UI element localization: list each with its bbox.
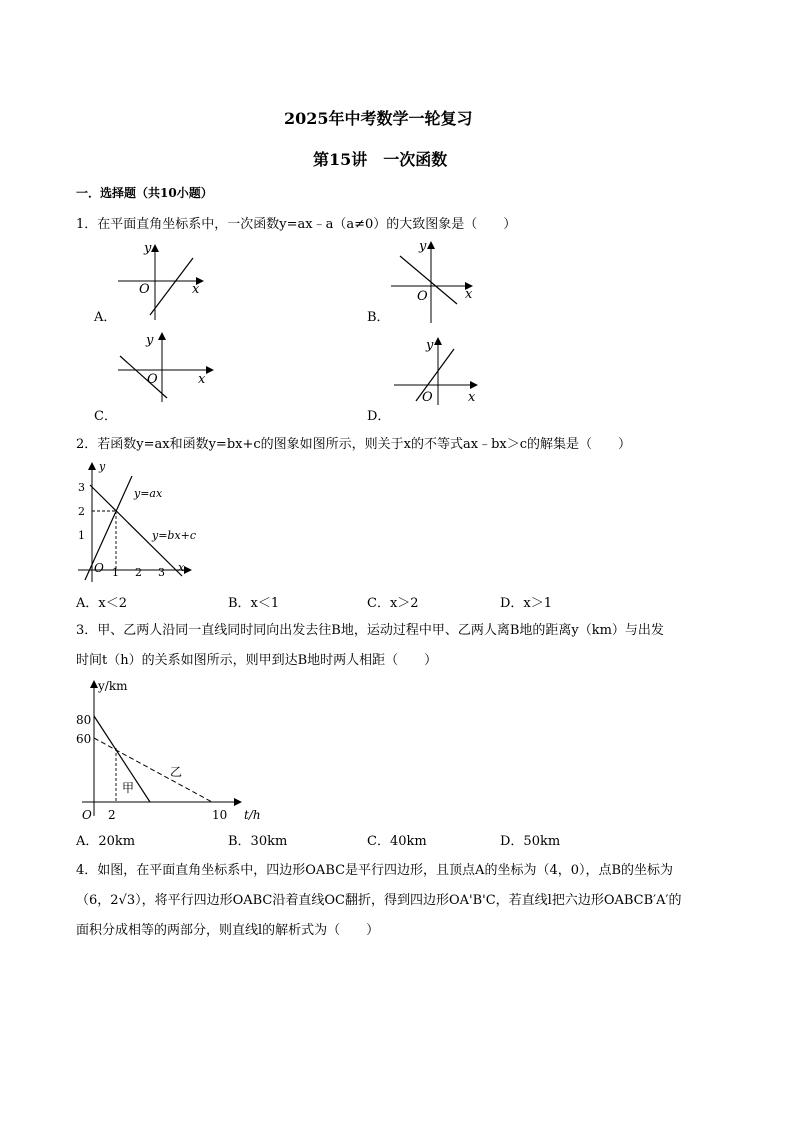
q1b-origin: O	[417, 289, 428, 304]
q1-graph-d	[388, 335, 488, 410]
q3-graph	[72, 676, 282, 826]
q2-y-tick-1: 1	[78, 529, 85, 542]
q1c-origin: O	[147, 372, 158, 387]
question-4-line1: 4．如图，在平面直角坐标系中，四边形OABC是平行四边形，且顶点A的坐标为（4，0），点B的坐标为	[76, 863, 674, 878]
lesson-title: 第15讲 一次函数	[313, 150, 448, 169]
q3-option-d[interactable]: D．50km	[500, 834, 561, 849]
q2-y-label: y	[99, 460, 106, 473]
q2-line2-label: y=bx+c	[152, 529, 197, 542]
q1a-x-label: x	[192, 282, 200, 297]
q3-jia-label: 甲	[122, 781, 135, 795]
q2-line1-label: y=ax	[134, 487, 163, 500]
q1-option-d[interactable]: D．	[367, 409, 391, 424]
question-3-stem-line2: 时间t（h）的关系如图所示，则甲到达B地时两人相距（ ）	[76, 653, 438, 668]
q1-graph-a	[110, 240, 220, 330]
q1-option-a[interactable]: A．	[94, 310, 117, 325]
q3-origin: O	[82, 808, 92, 822]
q1c-x-label: x	[198, 372, 206, 387]
question-4-line2: （6，2√3），将平行四边形OABC沿着直线OC翻折，得到四边形OA'B'C，若直线l把六边形OABCB′A′的	[76, 893, 682, 908]
q3-x-10: 10	[212, 808, 228, 822]
q1a-y-label: y	[144, 241, 152, 256]
q2-x-tick-2: 2	[135, 566, 142, 579]
q3-option-c[interactable]: C．40km	[367, 834, 427, 849]
q2-x-label: x	[178, 561, 185, 574]
q3-yi-label: 乙	[170, 765, 183, 779]
q2-option-d[interactable]: D．x＞1	[500, 596, 553, 611]
q1b-x-label: x	[465, 287, 473, 302]
q3-y-axis-label: y/km	[98, 679, 128, 693]
question-4-line3: 面积分成相等的两部分，则直线l的解析式为（ ）	[76, 923, 380, 938]
q2-option-b[interactable]: B．x＜1	[228, 596, 280, 611]
q2-y-tick-3: 3	[78, 481, 85, 494]
q1b-y-label: y	[419, 239, 427, 254]
q1-graph-b	[385, 238, 485, 333]
question-2-stem: 2．若函数y=ax和函数y=bx+c的图象如图所示，则关于x的不等式ax﹣bx＞c的解集是（ ）	[76, 437, 632, 452]
q1-option-c[interactable]: C．	[94, 409, 117, 424]
q1d-x-label: x	[468, 390, 476, 405]
q2-y-tick-2: 2	[78, 505, 85, 518]
question-3-stem-line1: 3．甲、乙两人沿同一直线同时同向出发去往B地，运动过程中甲、乙两人离B地的距离y（km）与出发	[76, 623, 664, 638]
q1-graph-c	[112, 330, 222, 410]
q1-option-b[interactable]: B．	[367, 310, 390, 325]
q1d-origin: O	[422, 390, 433, 405]
q3-x-axis-label: t/h	[244, 808, 261, 822]
q2-graph	[72, 458, 202, 586]
q2-x-tick-1: 1	[112, 566, 119, 579]
q2-option-a[interactable]: A．x＜2	[76, 596, 127, 611]
q1c-y-label: y	[146, 333, 154, 348]
q3-option-a[interactable]: A．20km	[76, 834, 136, 849]
page-title: 2025年中考数学一轮复习	[284, 109, 473, 128]
section-heading: 一．选择题（共10小题）	[76, 186, 213, 200]
q2-option-c[interactable]: C．x＞2	[367, 596, 419, 611]
q3-y-80: 80	[76, 713, 92, 727]
q3-x-2: 2	[108, 808, 116, 822]
q2-x-tick-3: 3	[158, 566, 165, 579]
q3-option-b[interactable]: B．30km	[228, 834, 288, 849]
q2-origin: O	[94, 561, 104, 575]
q1a-origin: O	[139, 282, 150, 297]
q3-y-60: 60	[76, 732, 92, 746]
question-1-stem: 1．在平面直角坐标系中，一次函数y=ax﹣a（a≠0）的大致图象是（ ）	[76, 217, 517, 232]
q1d-y-label: y	[426, 338, 434, 353]
